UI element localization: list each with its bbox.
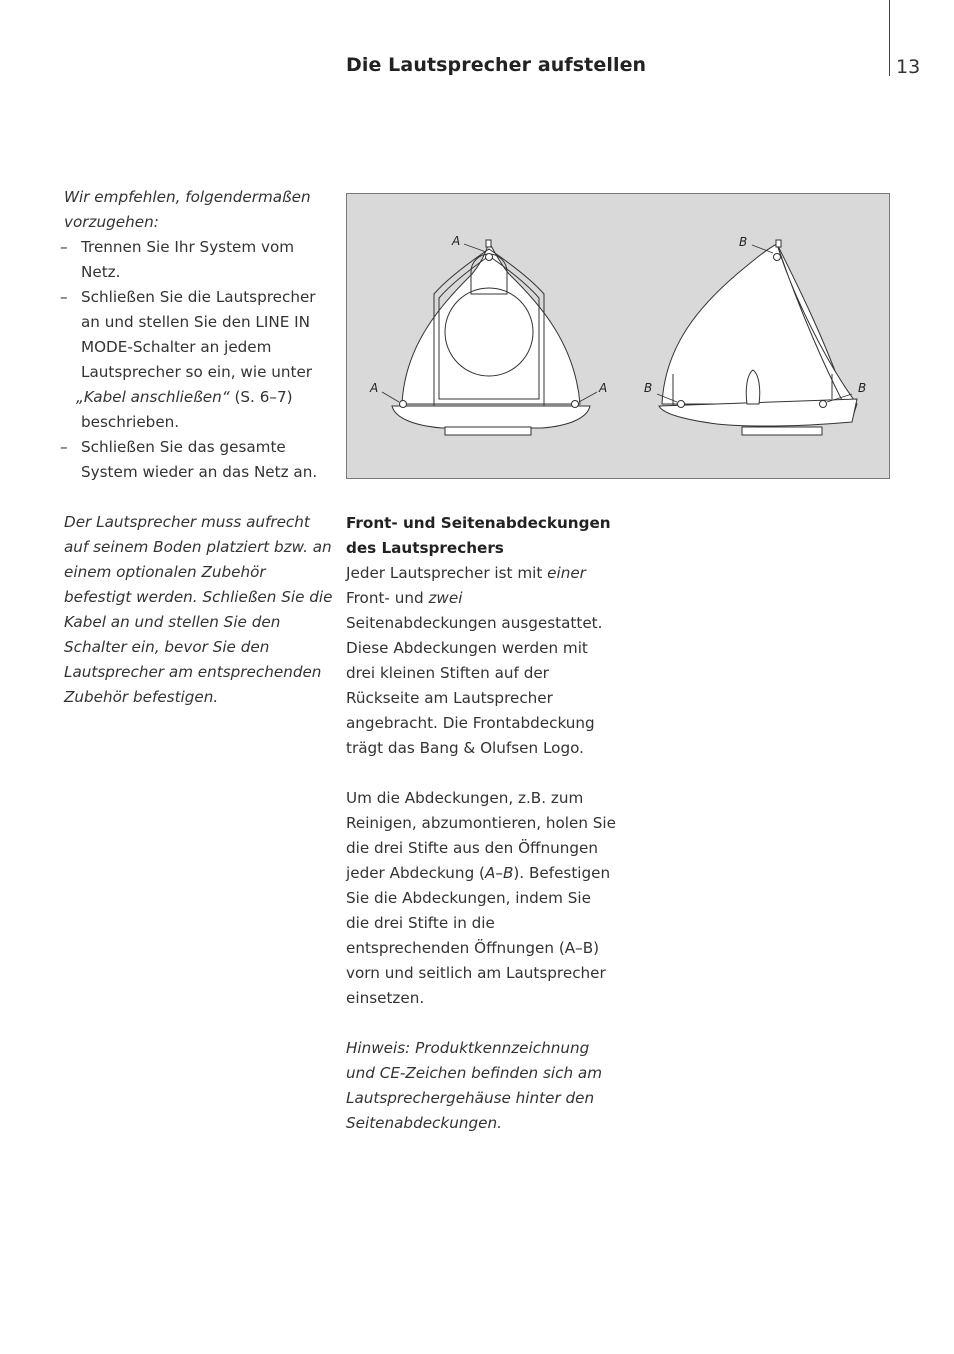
intro-text: Wir empfehlen, folgendermaßen vorzugehen: xyxy=(64,188,311,231)
side-hole-right xyxy=(820,401,827,408)
label-side-left: B xyxy=(644,381,653,395)
text-run: Seitenabdeckungen ausgestattet. Diese Abdeckungen werden mit drei kleinen Stiften auf der Rückseite am Lautsprecher angebracht. Die Frontabdeckung trägt das Bang & Olufsen Logo. xyxy=(346,614,603,757)
text-run: Um die Abdeckungen, z.B. zum Reinigen, abzumontieren, holen Sie die drei Stifte aus den Öffnungen jeder Abdeckung ( xyxy=(346,789,616,882)
side-pin-top xyxy=(776,240,781,247)
list-item xyxy=(64,285,336,435)
label-front-top: A xyxy=(452,234,461,248)
step-text: Trennen Sie Ihr System vom Netz. xyxy=(81,238,295,281)
step-list xyxy=(64,235,336,485)
left-column xyxy=(64,185,336,710)
label-side-right: B xyxy=(858,381,867,395)
driver-cone xyxy=(445,288,533,376)
cross-reference: „Kabel anschließen“ xyxy=(76,388,230,406)
text-run: ). Befestigen Sie die Abdeckungen, indem Sie die drei Stifte in die entsprechenden Öffnungen (A–B) vorn und seitlich am Lautsprecher einsetzen. xyxy=(346,864,611,1007)
leader-front-left xyxy=(382,392,399,402)
label-front-right: A xyxy=(599,381,608,395)
side-speaker-foot xyxy=(742,427,822,435)
step-text: Schließen Sie das gesamte System wieder an das Netz an. xyxy=(81,438,318,481)
header-rule xyxy=(889,0,890,76)
page-number: 13 xyxy=(896,56,921,78)
step-text-cont: (S. 6–7) beschrieben. xyxy=(81,388,293,431)
label-side-top: B xyxy=(739,235,748,249)
text-run-italic: zwei xyxy=(428,589,463,607)
speaker-illustration xyxy=(347,194,889,478)
paragraph-covers xyxy=(346,561,616,761)
speaker-figure xyxy=(346,193,890,479)
label-front-left: A xyxy=(370,381,379,395)
side-hole-left xyxy=(678,401,685,408)
front-hole-top xyxy=(486,254,493,261)
text-run-italic: A–B xyxy=(484,864,514,882)
front-speaker-foot xyxy=(445,427,531,435)
text-run: Jeder Lautsprecher ist mit xyxy=(346,564,548,582)
list-item xyxy=(64,235,336,285)
leader-front-top xyxy=(464,244,486,252)
section-heading: Front- und Seitenabdeckungen des Lautsprechers xyxy=(346,514,611,557)
front-hole-left xyxy=(400,401,407,408)
front-hole-right xyxy=(572,401,579,408)
placement-note: Der Lautsprecher muss aufrecht auf seinem Boden platziert bzw. an einem optionalen Zubehör befestigt werden. Schließen Sie die Kabel an und stellen Sie den Schalter ein, bevor Sie den Lautsprecher am entsprechenden Zubehör befestigen. xyxy=(64,513,333,706)
main-column xyxy=(346,511,616,1136)
hint-text: Hinweis: Produktkennzeichnung und CE-Zeichen befinden sich am Lautsprechergehäuse hinter den Seitenabdeckungen. xyxy=(346,1039,603,1132)
front-speaker-base xyxy=(392,406,590,428)
paragraph-removal xyxy=(346,786,616,1011)
side-hole-top xyxy=(774,254,781,261)
front-pin-top xyxy=(486,240,491,247)
text-run: Front- und xyxy=(346,589,429,607)
page-title: Die Lautsprecher aufstellen xyxy=(346,54,647,76)
list-item xyxy=(64,435,336,485)
text-run-italic: einer xyxy=(547,564,586,582)
leader-front-right xyxy=(579,392,597,402)
step-text: Schließen Sie die Lautsprecher an und stellen Sie den LINE IN MODE-Schalter an jedem Lautsprecher so ein, wie unter xyxy=(81,288,316,381)
